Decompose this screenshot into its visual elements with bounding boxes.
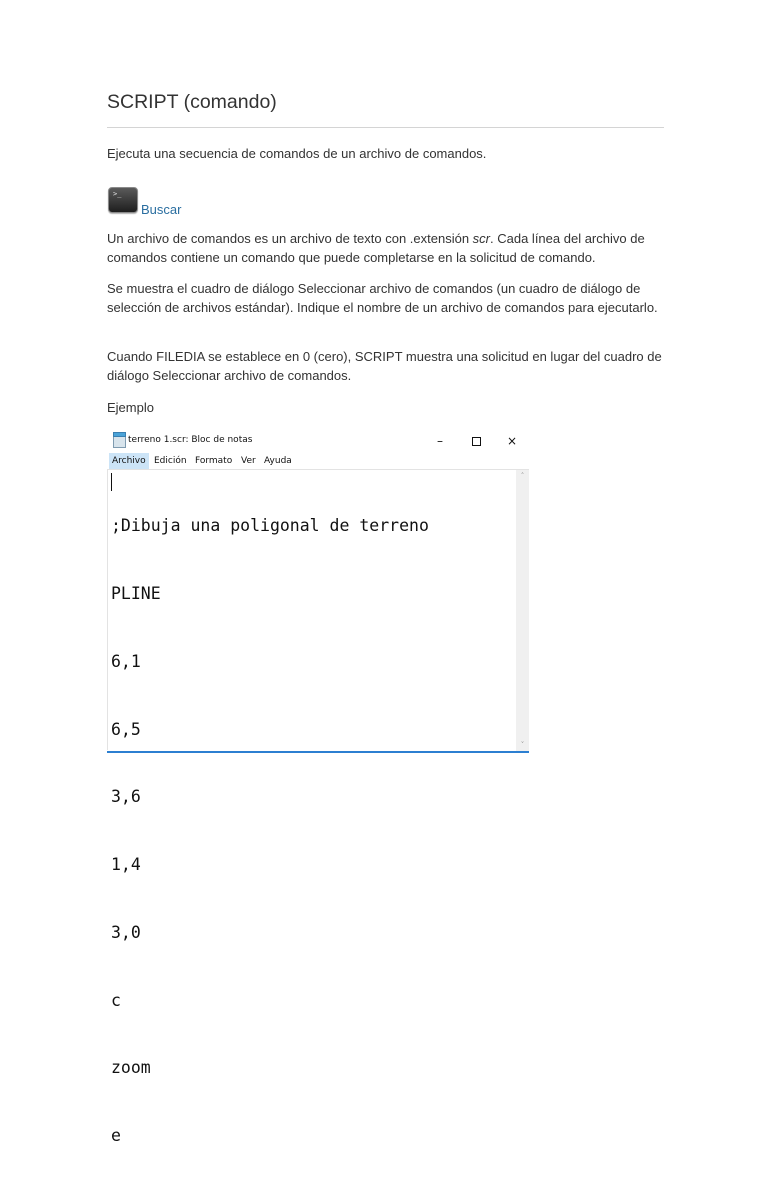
minimize-button[interactable]: – xyxy=(437,434,443,448)
find-command[interactable] xyxy=(107,186,307,218)
script-line: 1,4 xyxy=(111,855,141,875)
script-line: ;Dibuja una poligonal de terreno xyxy=(111,516,429,536)
notepad-titlebar xyxy=(107,430,529,452)
page-title: SCRIPT (comando) xyxy=(107,91,277,113)
script-line: 6,1 xyxy=(111,651,141,671)
menu-ver[interactable]: Ver xyxy=(241,456,256,466)
scroll-up-icon[interactable]: ˄ xyxy=(520,472,525,480)
maximize-icon xyxy=(472,437,481,446)
intro-text: Ejecuta una secuencia de comandos de un archivo de comandos. xyxy=(107,146,487,161)
script-content xyxy=(111,470,429,1193)
notepad-app-icon xyxy=(113,434,126,448)
notepad-window-title: terreno 1.scr: Bloc de notas xyxy=(128,435,253,445)
script-line: e xyxy=(111,1126,121,1146)
menu-edicion[interactable]: Edición xyxy=(154,456,187,466)
script-line: zoom xyxy=(111,1058,151,1078)
vertical-scrollbar[interactable] xyxy=(516,470,529,751)
example-label: Ejemplo xyxy=(107,400,154,415)
notepad-text-area[interactable] xyxy=(107,470,516,1146)
paragraph-dialog: Se muestra el cuadro de diálogo Seleccionar archivo de comandos (un cuadro de diálogo de selección de archivos estándar). Indique el nombre de un archivo de comandos para ejecutarlo. xyxy=(107,281,658,315)
notepad-screenshot xyxy=(107,430,529,1146)
paragraph-filedia: Cuando FILEDIA se establece en 0 (cero), SCRIPT muestra una solicitud en lugar del cuadro de diálogo Seleccionar archivo de comandos. xyxy=(107,349,662,383)
command-prompt-icon[interactable] xyxy=(108,187,138,213)
scroll-down-icon[interactable]: ˅ xyxy=(520,741,525,749)
script-line: 3,6 xyxy=(111,787,141,807)
maximize-button[interactable] xyxy=(461,432,491,450)
script-line: c xyxy=(111,990,121,1010)
close-button[interactable]: × xyxy=(506,434,518,448)
menu-ayuda[interactable]: Ayuda xyxy=(264,456,292,466)
paragraph-script-file-start: Un archivo de comandos es un archivo de texto con .extensión xyxy=(107,231,473,246)
menu-formato[interactable]: Formato xyxy=(195,456,233,466)
paragraph-script-file xyxy=(107,230,664,267)
script-line: 3,0 xyxy=(111,922,141,942)
menu-archivo[interactable]: Archivo xyxy=(109,453,149,469)
find-link[interactable]: Buscar xyxy=(141,202,182,217)
command-prompt-glyph: >_ xyxy=(113,190,122,198)
paragraph-script-file-end: . Cada línea del archivo de comandos contiene un comando que puede completarse en la solicitud de comando. xyxy=(107,231,645,265)
script-line: 6,5 xyxy=(111,719,141,739)
window-bottom-edge xyxy=(107,751,529,753)
notepad-menubar xyxy=(107,453,529,470)
script-line: PLINE xyxy=(111,583,161,603)
title-divider xyxy=(107,127,664,128)
extension-emphasis: scr xyxy=(472,231,491,246)
